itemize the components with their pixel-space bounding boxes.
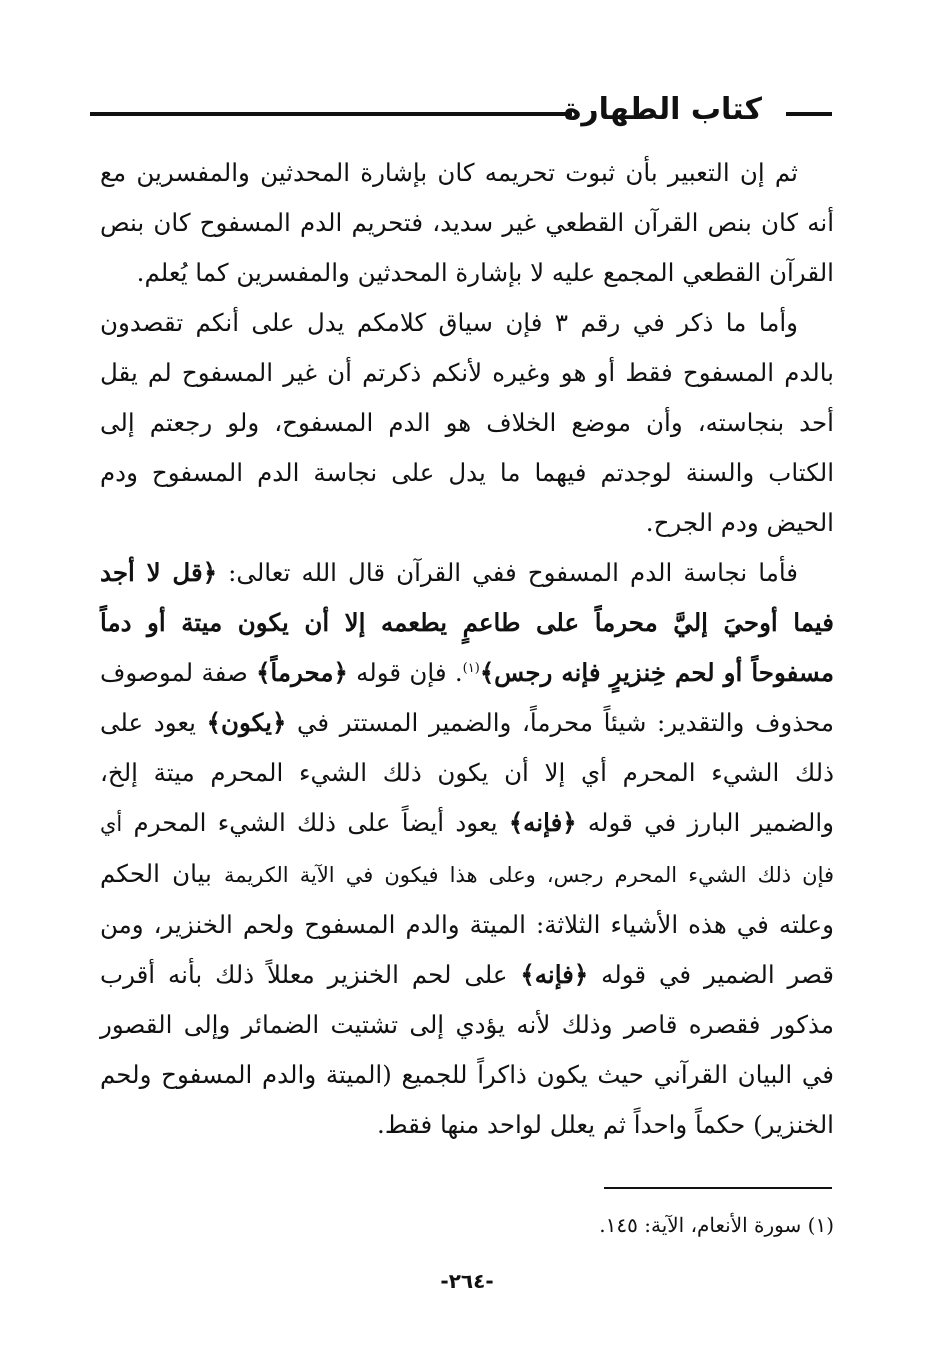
text-segment: . فإن قوله — [347, 658, 463, 687]
paragraph-2: وأما ما ذكر في رقم ٣ فإن سياق كلامكم يدل على أنكم تقصدون بالدم المسفوح فقط أو هو وغيره لأنكم ذكرتم أن غير المسفوح لم يقل أحد بنجاسته، وأن موضع الخلاف هو الدم المسفوح، ولو رجعتم إلى الكتاب والسنة لوجدتم فيهما ما يدل على نجاسة الدم المسفوح ودم الحيض ودم الجرح. — [100, 308, 834, 537]
quoted-word: ﴿محرماً﴾ — [256, 658, 348, 687]
text-segment: يعود أيضاً على ذلك الشيء المحرم — [122, 808, 509, 837]
text-segment: على لحم الخنزير معللاً ذلك بأنه أقرب مذكور فقصره قاصر وذلك لأنه يؤدي إلى تشتيت الضمائر وإلى القصور في البيان القرآني حيث يكون ذاكراً للجميع (الميتة والدم المسفوح ولحم الخنزير) حكماً واحداً ثم يعلل لواحد منها فقط. — [100, 960, 834, 1139]
body-text — [100, 148, 834, 1150]
small-text-segment: أي فإن ذلك الشيء المحرم رجس، وعلى هذا فيكون في الآية الكريمة — [100, 812, 835, 887]
footnote: (١) سورة الأنعام، الآية: ١٤٥. — [599, 1213, 834, 1237]
quoted-word: ﴿يكون﴾ — [206, 708, 287, 737]
quran-verse: ﴿قل لا أجد فيما أوحيَ إليَّ محرماً على طاعمٍ يطعمه إلا أن يكون ميتة أو دماً مسفوحاً أو لحم خِنزيرٍ فإنه رجس﴾ — [100, 558, 834, 687]
text-segment: بيان الحكم وعلته في هذه الأشياء الثلاثة: الميتة والدم المسفوح ولحم الخنزير، ومن قصر الضمير في قوله — [100, 859, 834, 989]
footnote-marker: (١) — [462, 660, 480, 676]
header-rule-short — [786, 112, 832, 116]
quoted-word: ﴿فإنه﴾ — [520, 960, 589, 989]
header-rule — [90, 112, 572, 116]
text-segment: يعود على ذلك الشيء المحرم أي إلا أن يكون ذلك الشيء المحرم ميتة إلخ، والضمير البارز في قوله — [100, 708, 834, 837]
footnote-rule — [604, 1187, 832, 1189]
page-number: -٢٦٤- — [440, 1269, 494, 1293]
text-segment: صفة لموصوف محذوف والتقدير: شيئاً محرماً، والضمير المستتر في — [100, 658, 834, 737]
quoted-word: ﴿فإنه﴾ — [508, 808, 577, 837]
chapter-title: كتاب الطهارة — [563, 92, 762, 127]
paragraph-1: ثم إن التعبير بأن ثبوت تحريمه كان بإشارة المحدثين والمفسرين مع أنه كان بنص القرآن القطعي غير سديد، فتحريم الدم المسفوح كان بنص القرآن القطعي المجمع عليه لا بإشارة المحدثين والمفسرين كما يُعلم. — [100, 158, 834, 287]
paragraph-3-intro: فأما نجاسة الدم المسفوح ففي القرآن قال الله تعالى: — [217, 558, 799, 587]
paragraph-3 — [100, 548, 834, 1150]
running-header — [90, 88, 832, 134]
